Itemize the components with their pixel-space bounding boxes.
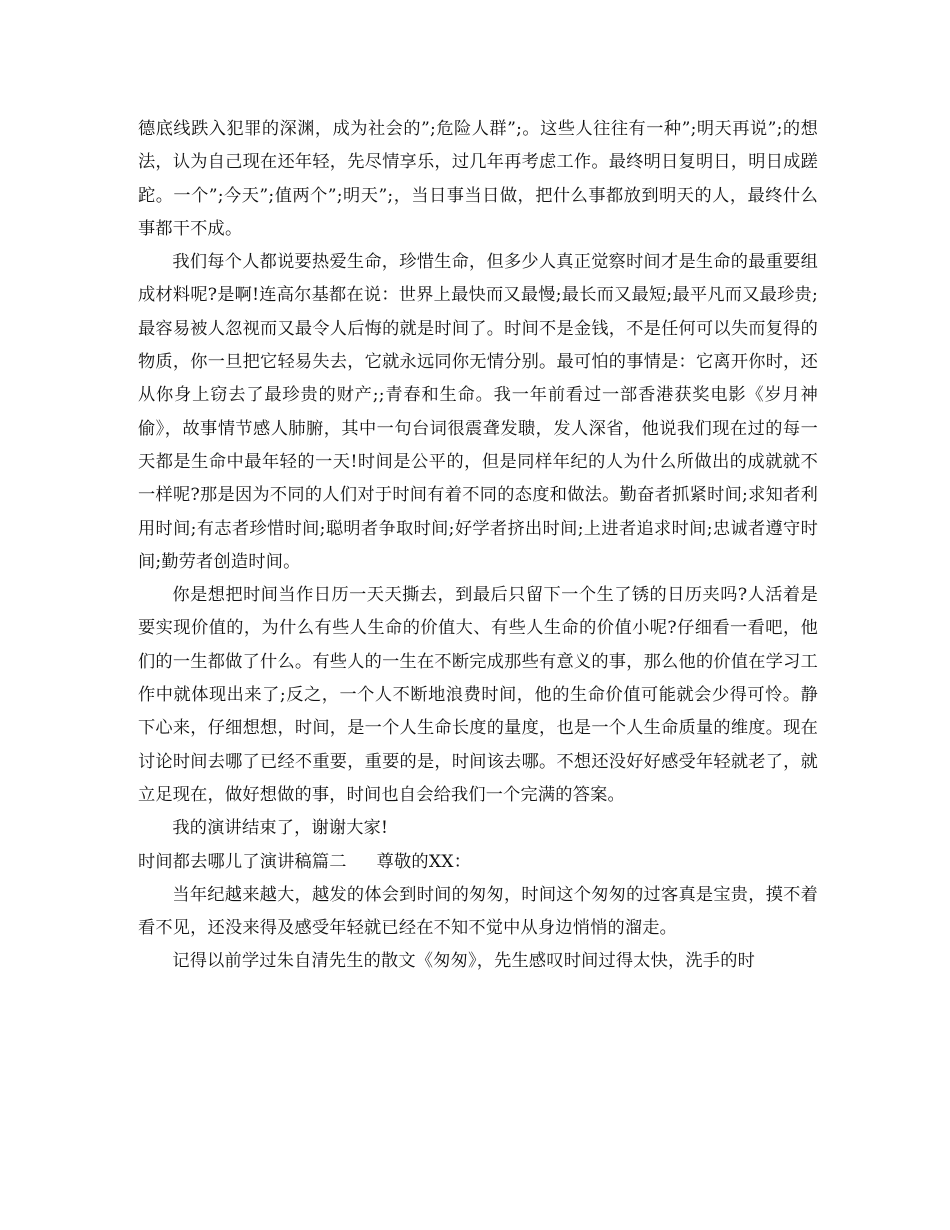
- section-heading-line: [138, 846, 818, 879]
- salutation: 尊敬的XX：: [376, 851, 472, 872]
- paragraph-3: 你是想把时间当作日历一天天撕去，到最后只留下一个生了锈的日历夹吗?人活着是要实现价值的，为什么有些人生命的价值大、有些人生命的价值小呢?仔细看一看吧，他们的一生都做了什么。有些人的一生在不断完成那些有意义的事，那么他的价值在学习工作中就体现出来了;反之，一个人不断地浪费时间，他的生命价值可能就会少得可怜。静下心来，仔细想想，时间，是一个人生命长度的量度，也是一个人生命质量的维度。现在讨论时间去哪了已经不重要，重要的是，时间该去哪。不想还没好好感受年轻就老了，就立足现在，做好想做的事，时间也自会给我们一个完满的答案。: [138, 585, 818, 805]
- document-body: [138, 113, 818, 979]
- paragraph-2: 我们每个人都说要热爱生命，珍惜生命，但多少人真正觉察时间才是生命的最重要组成材料呢?是啊!连高尔基都在说：世界上最快而又最慢;最长而又最短;最平凡而又最珍贵;最容易被人忽视而又最令人后悔的就是时间了。时间不是金钱，不是任何可以失而复得的物质，你一旦把它轻易失去，它就永远同你无情分别。最可怕的事情是：它离开你时，还从你身上窃去了最珍贵的财产;;青春和生命。我一年前看过一部香港获奖电影《岁月神偷》，故事情节感人肺腑，其中一句台词很震聋发聩，发人深省，他说我们现在过的每一天都是生命中最年轻的一天!时间是公平的，但是同样年纪的人为什么所做出的成就就不一样呢?那是因为不同的人们对于时间有着不同的态度和做法。勤奋者抓紧时间;求知者利用时间;有志者珍惜时间;聪明者争取时间;好学者挤出时间;上进者追求时间;忠诚者遵守时间;勤劳者创造时间。: [138, 252, 818, 572]
- paragraph-closing: 我的演讲结束了，谢谢大家!: [172, 818, 389, 839]
- paragraph-1: 德底线跌入犯罪的深渊，成为社会的”;危险人群”;。这些人往往有一种”;明天再说”;的想法，认为自己现在还年轻，先尽情享乐，过几年再考虑工作。最终明日复明日，明日成蹉跎。一个”;今天”;值两个”;明天”;，当日事当日做，把什么事都放到明天的人，最终什么事都干不成。: [138, 119, 818, 239]
- paragraph-5: 记得以前学过朱自清先生的散文《匆匆》，先生感叹时间过得太快，洗手的时: [172, 951, 755, 972]
- section-title: 时间都去哪儿了演讲稿篇二: [138, 851, 347, 872]
- paragraph-4: 当年纪越来越大，越发的体会到时间的匆匆，时间这个匆匆的过客真是宝贵，摸不着看不见，还没来得及感受年轻就已经在不知不觉中从身边悄悄的溜走。: [138, 884, 818, 939]
